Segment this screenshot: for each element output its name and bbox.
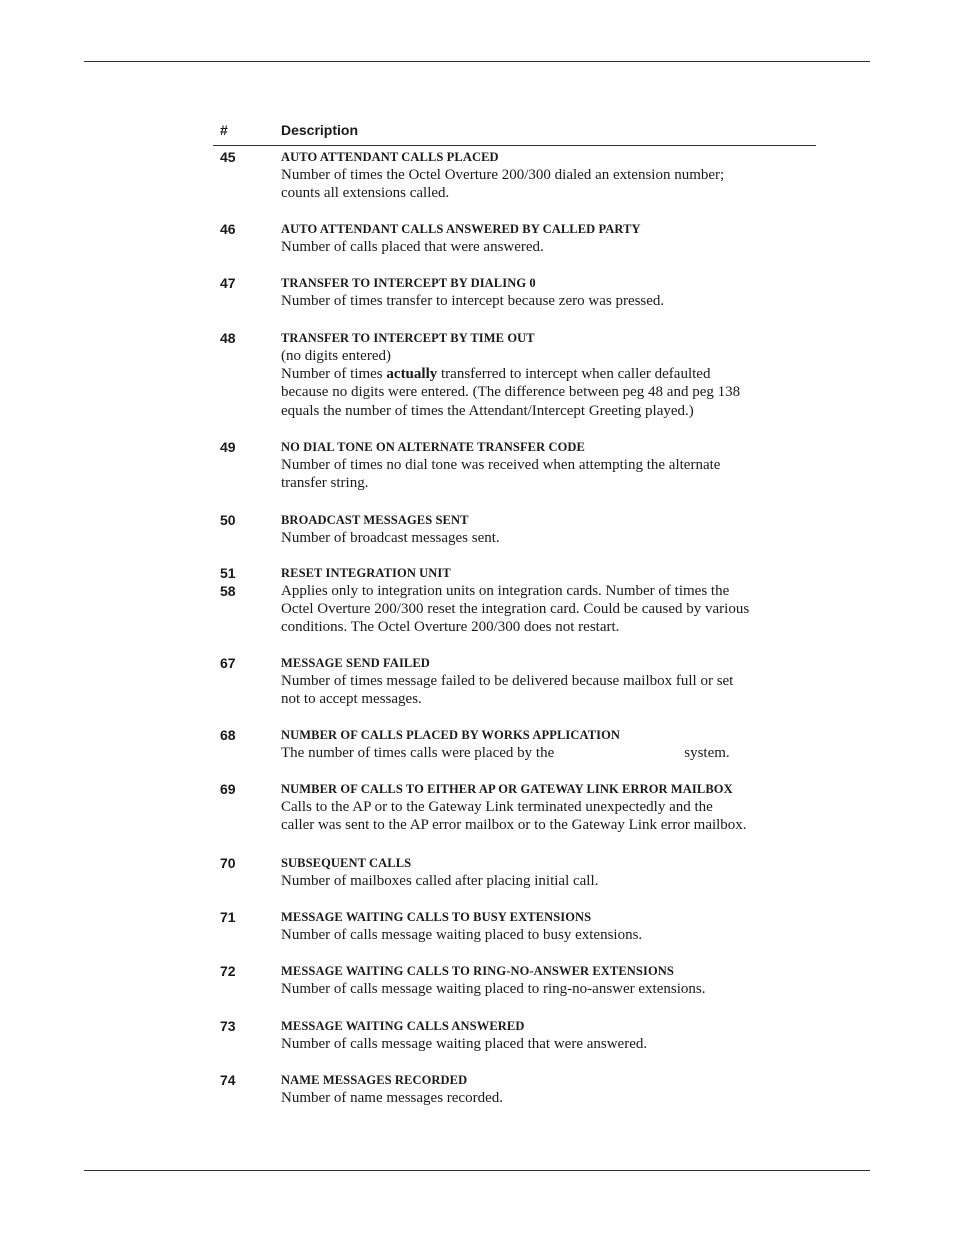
peg-description: Number of mailboxes called after placing initial call. <box>281 873 599 889</box>
peg-title: TRANSFER TO INTERCEPT BY DIALING 0 <box>281 276 536 290</box>
peg-number: 71 <box>220 909 236 925</box>
peg-description-part: The number of times calls were placed by the <box>281 745 555 761</box>
peg-description: Number of broadcast messages sent. <box>281 530 500 546</box>
peg-description <box>281 744 811 762</box>
peg-number: 72 <box>220 963 236 979</box>
peg-description: not to accept messages. <box>281 691 422 708</box>
peg-number: 67 <box>220 655 236 671</box>
peg-number: 51 <box>220 565 236 581</box>
peg-description: caller was sent to the AP error mailbox or to the Gateway Link error mailbox. <box>281 817 747 834</box>
peg-description: Number of calls placed that were answered. <box>281 239 544 255</box>
column-header-number: # <box>220 122 228 138</box>
peg-description: Octel Overture 200/300 reset the integration card. Could be caused by various <box>281 601 750 618</box>
bottom-rule <box>84 1170 870 1171</box>
peg-title: SUBSEQUENT CALLS <box>281 856 412 870</box>
peg-title: MESSAGE WAITING CALLS ANSWERED <box>281 1019 525 1033</box>
peg-number: 68 <box>220 727 236 743</box>
peg-title: NAME MESSAGES RECORDED <box>281 1073 468 1087</box>
peg-number: 69 <box>220 781 236 797</box>
peg-title: MESSAGE WAITING CALLS TO BUSY EXTENSIONS <box>281 910 592 924</box>
peg-description: Number of name messages recorded. <box>281 1090 503 1106</box>
peg-title: NUMBER OF CALLS PLACED BY WORKS APPLICATION <box>281 728 621 742</box>
peg-description: (no digits entered) <box>281 348 391 364</box>
peg-description: conditions. The Octel Overture 200/300 does not restart. <box>281 619 620 636</box>
peg-title: TRANSFER TO INTERCEPT BY TIME OUT <box>281 331 535 345</box>
peg-number: 47 <box>220 275 236 291</box>
peg-description: Number of times no dial tone was received when attempting the alternate <box>281 457 721 473</box>
column-header-description: Description <box>281 122 359 138</box>
peg-number: 48 <box>220 330 236 346</box>
peg-number: 45 <box>220 149 236 165</box>
peg-description: transfer string. <box>281 475 369 492</box>
peg-description: Number of times the Octel Overture 200/300 dialed an extension number; <box>281 167 725 183</box>
peg-number: 74 <box>220 1072 236 1088</box>
peg-number: 58 <box>220 583 236 599</box>
peg-description: Number of times actually transferred to intercept when caller defaulted <box>281 366 711 383</box>
peg-description: Number of calls message waiting placed that were answered. <box>281 1036 648 1052</box>
peg-description: counts all extensions called. <box>281 185 450 202</box>
peg-description: Calls to the AP or to the Gateway Link terminated unexpectedly and the <box>281 799 713 815</box>
peg-title: NUMBER OF CALLS TO EITHER AP OR GATEWAY LINK ERROR MAILBOX <box>281 782 733 796</box>
emphasis: actually <box>386 366 438 383</box>
peg-description: equals the number of times the Attendant/Intercept Greeting played.) <box>281 402 694 419</box>
peg-description: Number of times transfer to intercept because zero was pressed. <box>281 293 665 309</box>
peg-description: Applies only to integration units on integration cards. Number of times the <box>281 583 730 599</box>
peg-title: AUTO ATTENDANT CALLS ANSWERED BY CALLED PARTY <box>281 222 641 236</box>
peg-description-part: system. <box>684 745 730 761</box>
peg-title: AUTO ATTENDANT CALLS PLACED <box>281 150 499 164</box>
peg-title: RESET INTEGRATION UNIT <box>281 566 451 580</box>
peg-number: 49 <box>220 439 236 455</box>
peg-title: NO DIAL TONE ON ALTERNATE TRANSFER CODE <box>281 440 585 454</box>
peg-description: Number of calls message waiting placed to ring-no-answer extensions. <box>281 981 706 997</box>
peg-number: 73 <box>220 1018 236 1034</box>
peg-title: MESSAGE WAITING CALLS TO RING-NO-ANSWER EXTENSIONS <box>281 964 674 978</box>
table-header <box>213 122 816 146</box>
peg-number: 46 <box>220 221 236 237</box>
peg-description: Number of calls message waiting placed to busy extensions. <box>281 927 643 943</box>
peg-title: BROADCAST MESSAGES SENT <box>281 513 469 527</box>
top-rule <box>84 61 870 62</box>
peg-title: MESSAGE SEND FAILED <box>281 656 430 670</box>
peg-description: because no digits were entered. (The difference between peg 48 and peg 138 <box>281 384 741 401</box>
peg-description: Number of times message failed to be delivered because mailbox full or set <box>281 673 734 689</box>
peg-number: 70 <box>220 855 236 871</box>
peg-number: 50 <box>220 512 236 528</box>
